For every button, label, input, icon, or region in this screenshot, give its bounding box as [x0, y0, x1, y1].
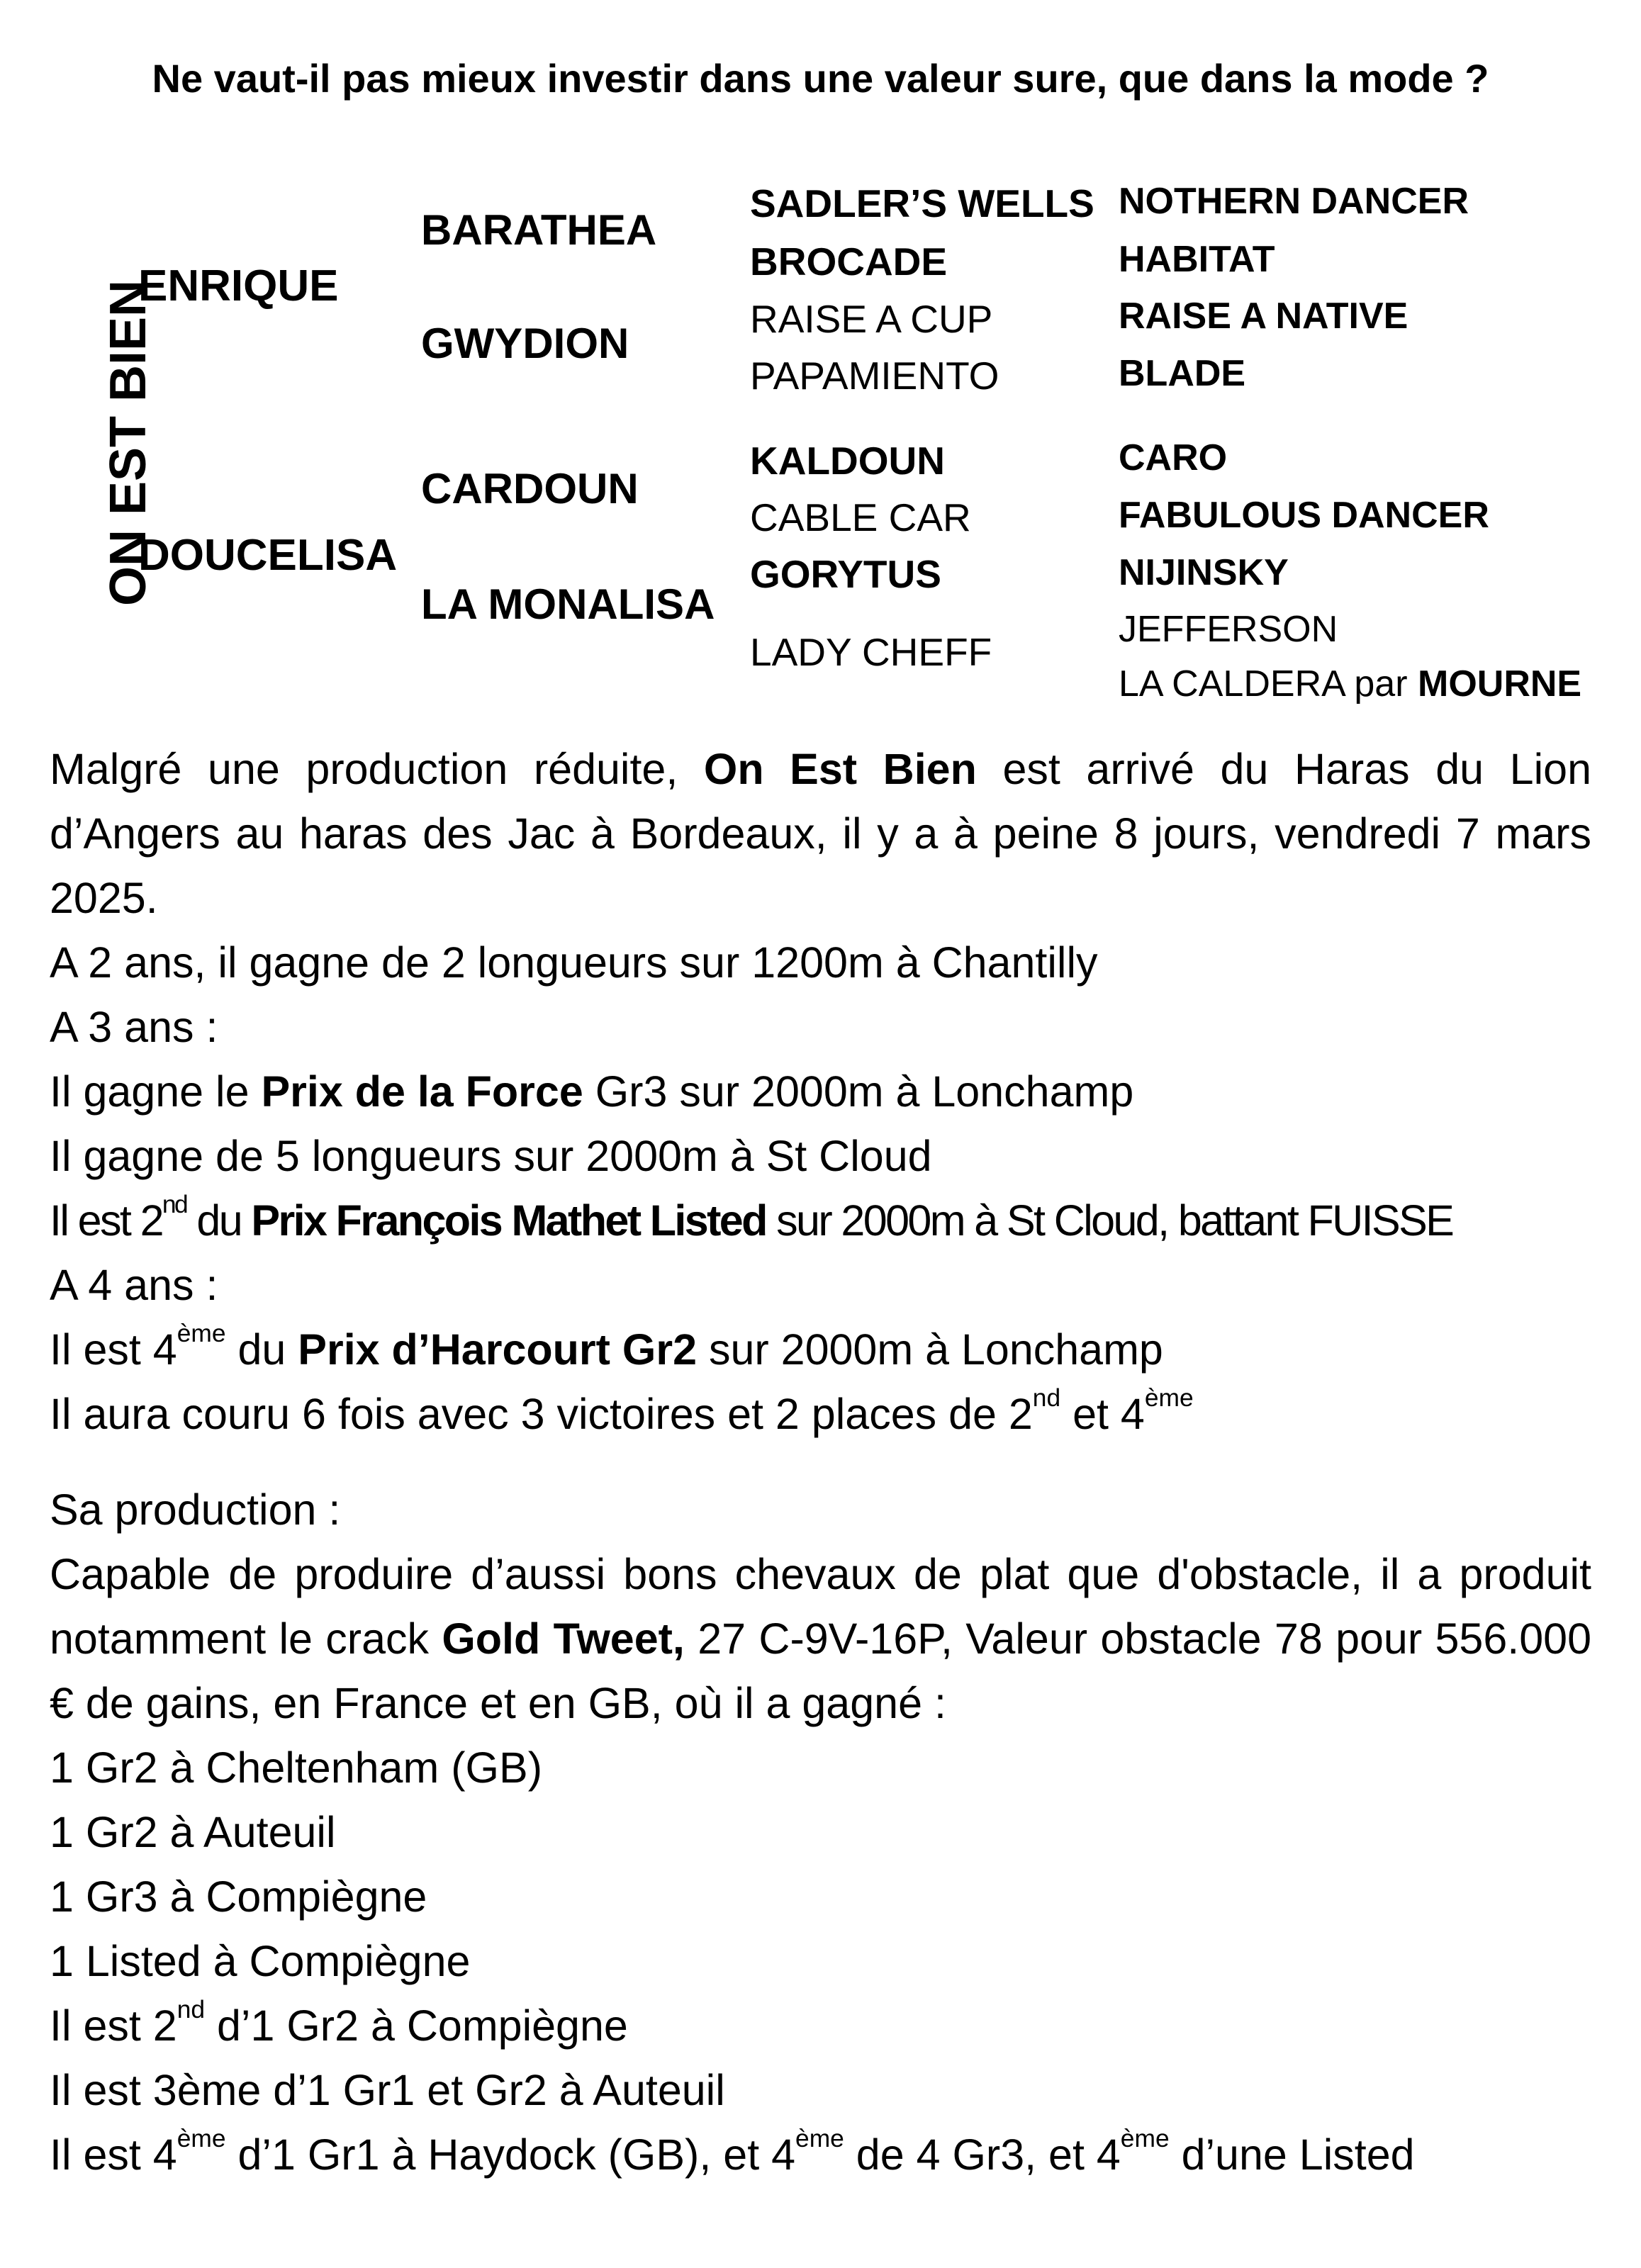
- win-item: 1 Gr2 à Cheltenham (GB): [50, 1744, 543, 1792]
- career-summary: Il aura couru 6 fois avec 3 victoires et 2 places de 2nd et 4ème: [50, 1384, 1194, 1438]
- g4-5: CARO: [1119, 437, 1228, 478]
- career-st-cloud: Il gagne de 5 longueurs sur 2000m à St Cloud: [50, 1132, 932, 1180]
- win-item: 1 Listed à Compiègne: [50, 1937, 471, 1985]
- production-heading: Sa production :: [50, 1486, 341, 1534]
- g4-8: JEFFERSON: [1119, 609, 1338, 650]
- g3-6: CABLE CAR: [750, 495, 971, 539]
- career-age3-heading: A 3 ans :: [50, 1003, 218, 1051]
- win-item: 1 Gr3 à Compiègne: [50, 1873, 427, 1921]
- sire-dam: GWYDION: [421, 320, 629, 367]
- g4-3: RAISE A NATIVE: [1119, 296, 1408, 337]
- sire-sire: BARATHEA: [421, 206, 657, 254]
- g3-3: RAISE A CUP: [750, 297, 993, 341]
- placing-4th: Il est 4ème d’1 Gr1 à Haydock (GB), et 4ème de 4 Gr3, et 4ème d’une Listed: [50, 2125, 1415, 2179]
- dam-sire: CARDOUN: [421, 465, 639, 512]
- intro-paragraph: Malgré une production réduite, On Est Bien est arrivé du Haras du Lion d’Angers au haras des Jac à Bordeaux, il y a à peine 8 jours, vendredi 7 mars 2025.: [50, 745, 1591, 922]
- g3-5: KALDOUN: [750, 439, 945, 483]
- career-age4-heading: A 4 ans :: [50, 1261, 218, 1309]
- career-prix-force: Il gagne le Prix de la Force Gr3 sur 2000m à Lonchamp: [50, 1067, 1134, 1116]
- g4-9: LA CALDERA par MOURNE: [1119, 663, 1582, 704]
- g4-4: BLADE: [1119, 353, 1246, 394]
- g3-1: SADLER’S WELLS: [750, 181, 1094, 225]
- production-paragraph: Capable de produire d’aussi bons chevaux de plat que d'obstacle, il a produit notamment le crack Gold Tweet, 27 C-9V-16P, Valeur obstacle 78 pour 556.000 € de gains, en France et en GB, où il a gagné :: [50, 1550, 1591, 1727]
- placing-2nd: Il est 2nd d’1 Gr2 à Compiègne: [50, 1996, 628, 2050]
- g4-2: HABITAT: [1119, 239, 1275, 280]
- sire: ENRIQUE: [138, 262, 339, 310]
- g4-6: FABULOUS DANCER: [1119, 495, 1489, 536]
- g3-8: LADY CHEFF: [750, 630, 992, 674]
- g4-1: NOTHERN DANCER: [1119, 181, 1469, 222]
- dam-dam: LA MONALISA: [421, 580, 715, 628]
- win-item: 1 Gr2 à Auteuil: [50, 1808, 336, 1856]
- g4-7: NIJINSKY: [1119, 552, 1289, 593]
- page-title: Ne vaut-il pas mieux investir dans une valeur sure, que dans la mode ?: [152, 56, 1489, 101]
- g3-7: GORYTUS: [750, 552, 941, 596]
- career-prix-harcourt: Il est 4ème du Prix d’Harcourt Gr2 sur 2000m à Lonchamp: [50, 1320, 1163, 1374]
- placing-3rd: Il est 3ème d’1 Gr1 et Gr2 à Auteuil: [50, 2066, 725, 2114]
- g3-4: PAPAMIENTO: [750, 354, 999, 398]
- g3-2: BROCADE: [750, 240, 948, 284]
- career-prix-mathet: Il est 2nd du Prix François Mathet Listed sur 2000m à St Cloud, battant FUISSE: [50, 1191, 1453, 1245]
- horse-name: ON EST BIEN: [100, 279, 157, 607]
- career-age2: A 2 ans, il gagne de 2 longueurs sur 1200m à Chantilly: [50, 938, 1098, 987]
- dam: DOUCELISA: [138, 531, 398, 580]
